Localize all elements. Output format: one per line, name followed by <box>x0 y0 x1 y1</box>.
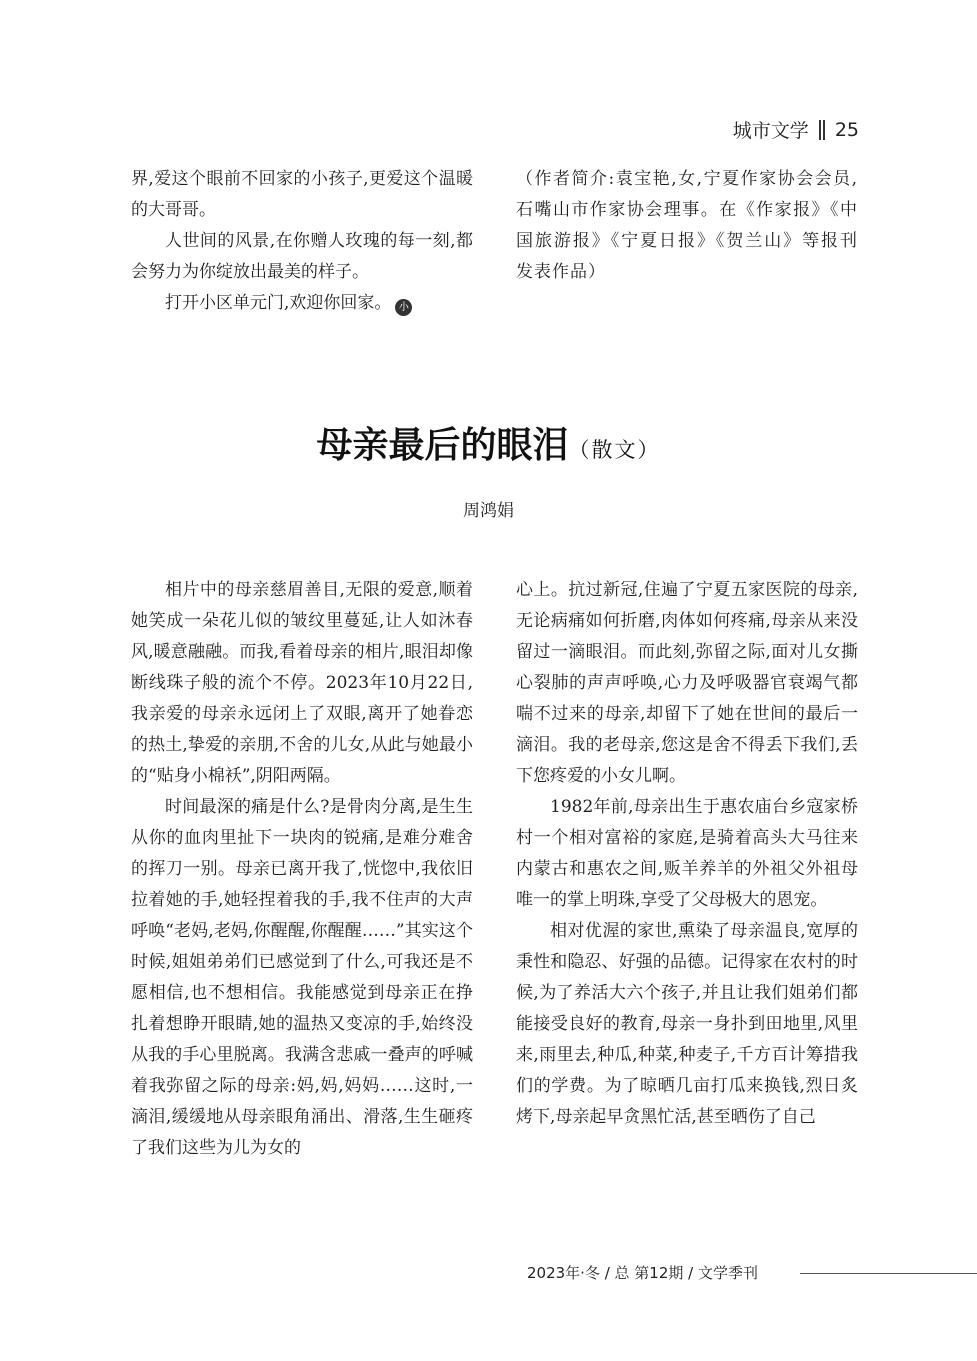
article-paragraph: 心上。抗过新冠,住遍了宁夏五家医院的母亲,无论病痛如何折磨,肉体如何疼痛,母亲从来没留过一滴眼泪。而此刻,弥留之际,面对儿女撕心裂肺的声声呼唤,心力及呼吸器官衰竭气都喘不过来的母亲,却留下了她在世间的最后一滴泪。我的老母亲,您这是舍不得丢下我们,丢下您疼爱的小女儿啊。 <box>516 580 858 786</box>
article-title-text: 母亲最后的眼泪 <box>316 424 569 466</box>
article-title <box>0 417 977 468</box>
prev-paragraph-3 <box>131 288 473 319</box>
article-author: 周鸿娟 <box>463 501 514 521</box>
article-genre: （散文） <box>568 438 661 462</box>
prev-paragraph-2: 人世间的风景,在你赠人玫瑰的每一刻,都会努力为你绽放出最美的样子。 <box>131 231 473 282</box>
page-number: 25 <box>834 118 859 141</box>
footer-rule <box>800 1273 977 1274</box>
prev-article-end <box>131 164 473 319</box>
article-paragraph: 相片中的母亲慈眉善目,无限的爱意,顺着她笑成一朵花儿似的皱纹里蔓延,让人如沐春风,暖意融融。而我,看着母亲的相片,眼泪却像断线珠子般的流个不停。2023年10月22日,我亲爱的母亲永远闭上了双眼,离开了她眷恋的热土,挚爱的亲朋,不舍的儿女,从此与她最小的“贴身小棉袄”,阴阳两隔。 <box>131 580 473 786</box>
article-paragraph: 相对优渥的家世,熏染了母亲温良,宽厚的秉性和隐忍、好强的品德。记得家在农村的时候,为了养活大六个孩子,并且让我们姐弟们都能接受良好的教育,母亲一身扑到田地里,风里来,雨里去,种瓜,种菜,种麦子,千方百计筹措我们的学费。为了晾晒几亩打瓜来换钱,烈日炙烤下,母亲起早贪黑忙活,甚至晒伤了自己 <box>516 921 858 1127</box>
header-separator <box>819 120 825 140</box>
end-mark-icon: 小 <box>395 299 412 316</box>
journal-name: 城市文学 <box>732 120 809 142</box>
author-bio <box>516 164 858 288</box>
prev-paragraph-3-text: 打开小区单元门,欢迎你回家。 <box>165 293 392 313</box>
article-paragraph: 1982年前,母亲出生于惠农庙台乡寇家桥村一个相对富裕的家庭,是骑着高头大马往来内蒙古和惠农之间,贩羊养羊的外祖父外祖母唯一的掌上明珠,享受了父母极大的恩宠。 <box>516 797 858 910</box>
article-paragraph: 时间最深的痛是什么?是骨肉分离,是生生从你的血肉里扯下一块肉的锐痛,是难分难舍的挥刀一别。母亲已离开我了,恍惚中,我依旧拉着她的手,她轻捏着我的手,我不住声的大声呼唤“老妈,老妈,你醒醒,你醒醒……”其实这个时候,姐姐弟弟们已感觉到了什么,可我还是不愿相信,也不想相信。我能感觉到母亲正在挣扎着想睁开眼睛,她的温热又变凉的手,始终没从我的手心里脱离。我满含悲戚一叠声的呼喊着我弥留之际的母亲:妈,妈,妈妈……这时,一滴泪,缓缓地从母亲眼角涌出、滑落,生生砸疼了我们这些为儿为女的 <box>131 797 473 1158</box>
author-bio-text: （作者简介:袁宝艳,女,宁夏作家协会会员,石嘴山市作家协会理事。在《作家报》《中国旅游报》《宁夏日报》《贺兰山》等报刊发表作品） <box>516 169 858 282</box>
article-left-column <box>131 575 473 1164</box>
running-header <box>733 116 859 143</box>
footer <box>527 1262 758 1283</box>
prev-paragraph-1: 界,爱这个眼前不回家的小孩子,更爱这个温暖的大哥哥。 <box>131 169 473 220</box>
issue-info: 2023年·冬 / 总 第12期 / 文学季刊 <box>527 1264 758 1282</box>
article-right-column <box>516 575 858 1133</box>
